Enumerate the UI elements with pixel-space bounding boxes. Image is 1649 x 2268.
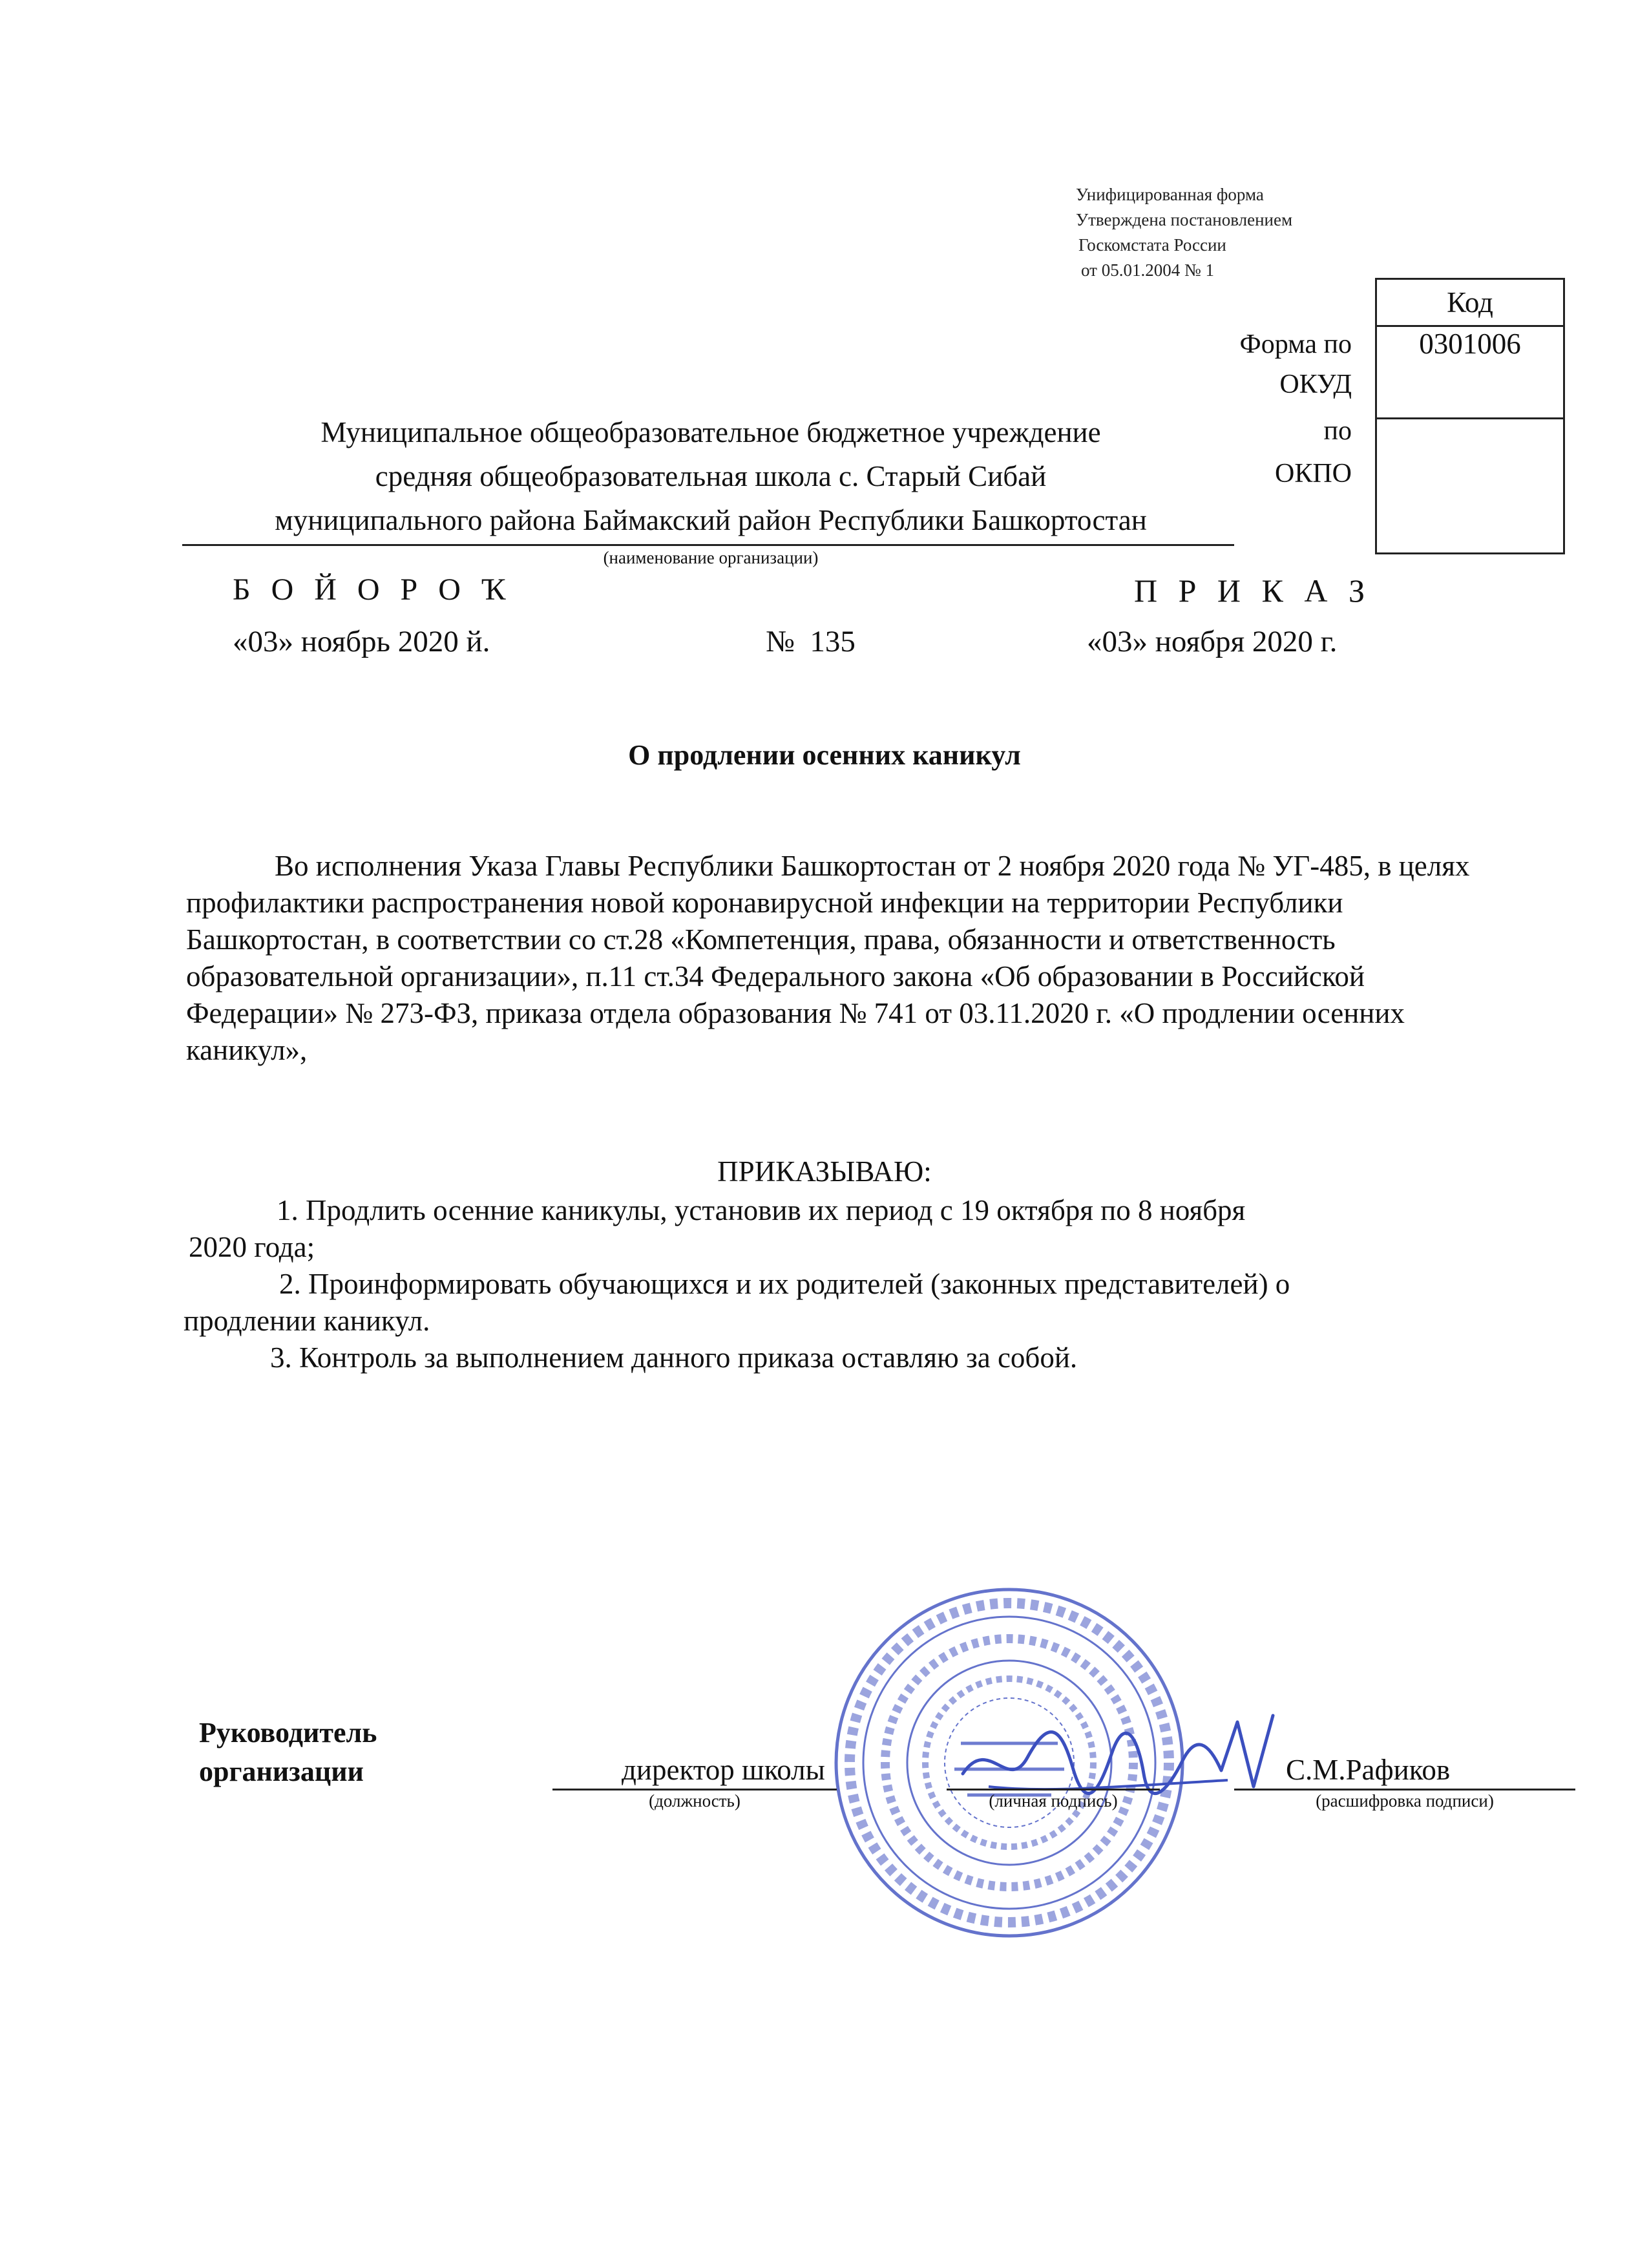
signatory-label-line: организации (199, 1756, 364, 1787)
order-preamble: Во исполнения Указа Главы Республики Башкортостан от 2 ноября 2020 года № УГ-485, в целях профилактики распространения новой коронавирусной инфекции на территории Республики Башкортостан, в соответствии со ст.28 «Компетенция, права, обязанности и ответственность образовательной организации», п.11 ст.34 Федерального закона «Об образовании в Российской Федерации» № 273-ФЗ, приказа отдела образования № 741 от 03.11.2020 г. «О продлении осенних каникул», (186, 850, 1470, 1066)
russian-title: П Р И К А З (1134, 572, 1372, 609)
signature-line (947, 1789, 1160, 1790)
okpo-label (1275, 412, 1352, 492)
order-item-1-cont: 2020 года; (189, 1231, 315, 1263)
position-caption: (должность) (649, 1791, 740, 1811)
order-word: ПРИКАЗЫВАЮ: (717, 1155, 932, 1188)
signature-caption: (личная подпись) (989, 1791, 1118, 1811)
russian-date: «03» ноября 2020 г. (1087, 625, 1338, 658)
bashkir-title: Б О Й О Р О Ҡ (233, 572, 512, 607)
order-subject: О продлении осенних каникул (628, 739, 1021, 771)
code-table (1375, 278, 1565, 554)
okud-label-line: Форма по (1239, 330, 1352, 359)
position-line (552, 1789, 837, 1790)
organization-underline (182, 544, 1234, 546)
signatory-name: С.М.Рафиков (1286, 1754, 1451, 1786)
organization-caption: (наименование организации) (603, 548, 819, 567)
okpo-label-line: по (1323, 416, 1352, 446)
order-item-2: 2. Проинформировать обучающихся и их родителей (законных представителей) о (279, 1268, 1290, 1300)
order-number: № 135 (766, 625, 856, 658)
signatory-label-line: Руководитель (199, 1717, 377, 1748)
organization-line: Муниципальное общеобразовательное бюджетное учреждение (320, 416, 1101, 448)
organization-name (187, 410, 1234, 542)
signatory-position: директор школы (622, 1754, 825, 1786)
okpo-label-line: ОКПО (1274, 459, 1352, 488)
order-item-3: 3. Контроль за выполнением данного приказа оставляю за собой. (270, 1341, 1078, 1374)
form-approval-note (1076, 182, 1292, 283)
organization-line: муниципального района Баймакский район Республики Башкортостан (275, 504, 1147, 536)
code-header: Код (1376, 279, 1564, 326)
name-caption: (расшифровка подписи) (1316, 1791, 1494, 1811)
order-item-2-cont: продлении каникул. (184, 1305, 430, 1337)
form-note-line: Утверждена постановлением (1076, 210, 1293, 229)
okpo-code (1376, 419, 1564, 554)
signatory-label (199, 1714, 377, 1791)
okud-label (1240, 326, 1352, 403)
order-item-1: 1. Продлить осенние каникулы, установив их период с 19 октября по 8 ноября (277, 1194, 1246, 1226)
organization-line: средняя общеобразовательная школа с. Старый Сибай (375, 460, 1047, 492)
name-line (1234, 1789, 1575, 1790)
bashkir-date: «03» ноябрь 2020 й. (233, 625, 490, 658)
form-note-line: Госкомстата России (1078, 235, 1226, 255)
form-note-line: от 05.01.2004 № 1 (1081, 260, 1214, 280)
form-note-line: Унифицированная форма (1076, 185, 1264, 204)
okud-label-line: ОКУД (1279, 370, 1352, 399)
okud-code: 0301006 (1376, 326, 1564, 419)
